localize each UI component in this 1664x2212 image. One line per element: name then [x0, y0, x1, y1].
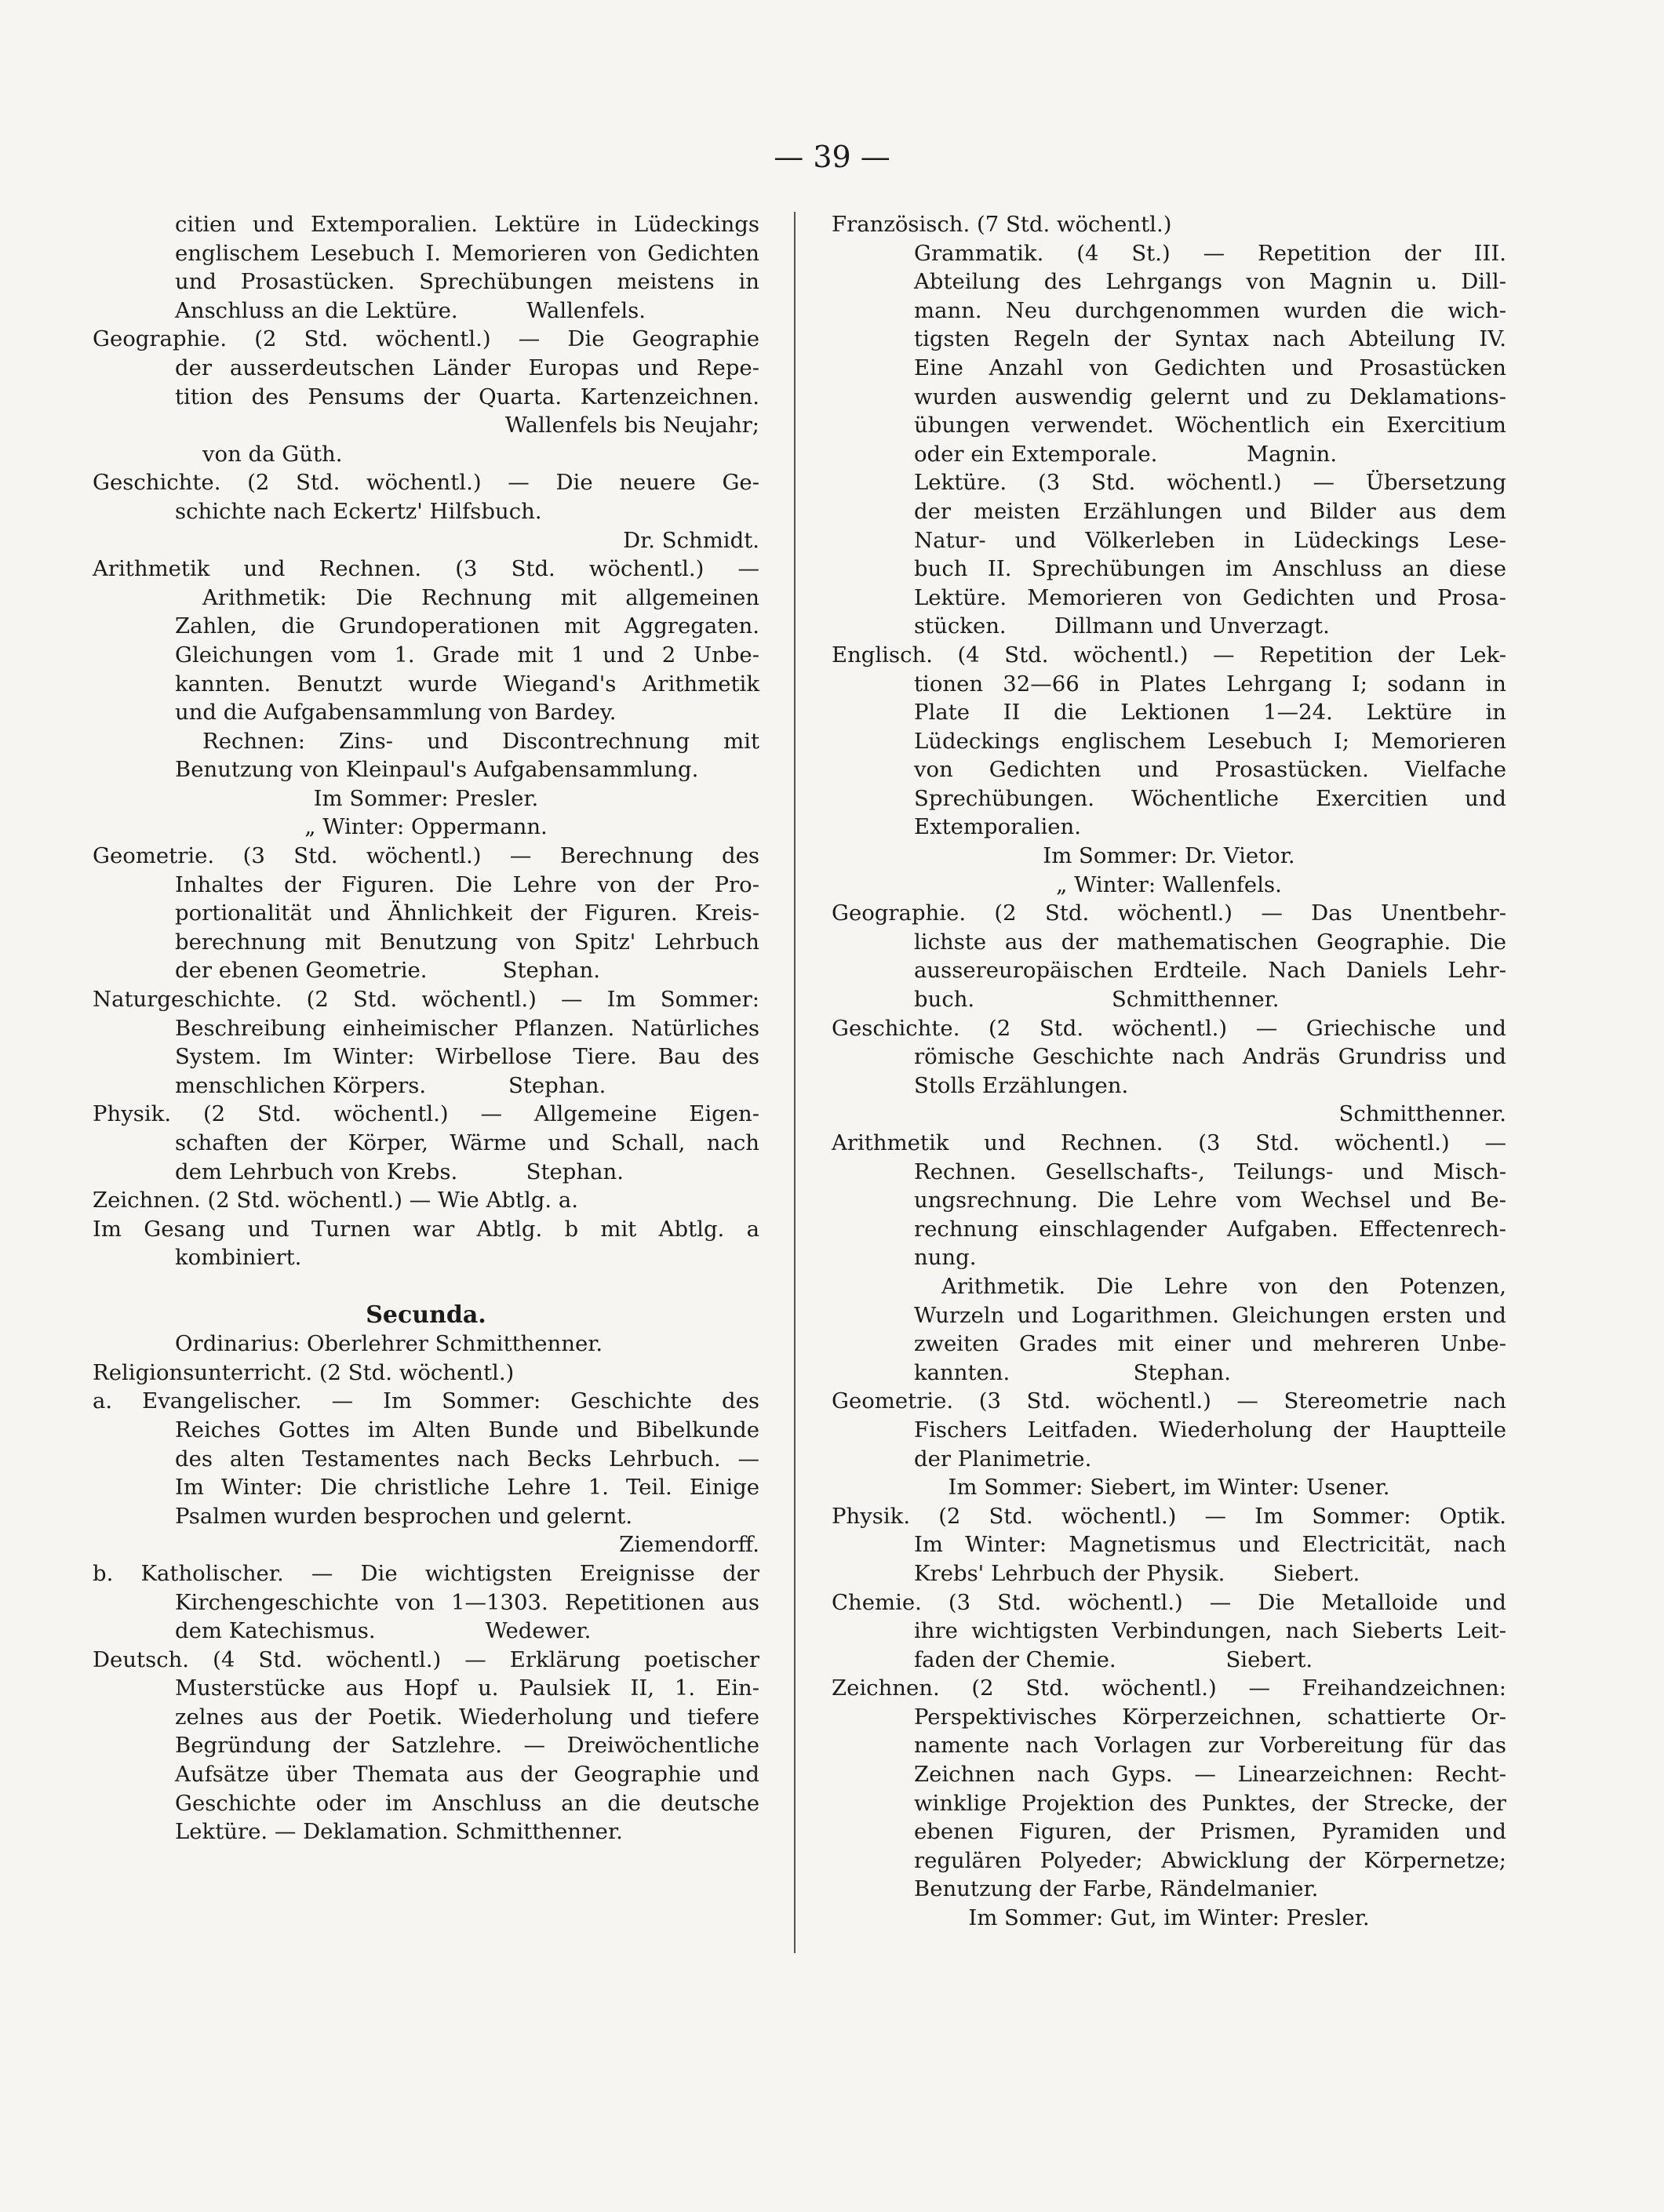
text-line: Rechnen. Gesellschafts-, Teilungs- und Misch- — [914, 1159, 1506, 1184]
text-line: wurden auswendig gelernt und zu Deklamations- — [914, 384, 1506, 409]
text-line: Sprechübungen. Wöchentliche Exercitien und — [914, 785, 1506, 811]
text-line: Religionsunterricht. (2 Std. wöchentl.) — [93, 1359, 515, 1385]
text-line: menschlichen Körpers. Stephan. — [175, 1072, 606, 1098]
text-line: Abteilung des Lehrgangs von Magnin u. Dill- — [914, 269, 1506, 295]
text-line: Grammatik. (4 St.) — Repetition der III. — [914, 240, 1506, 266]
text-line: Arithmetik. Die Lehre von den Potenzen, — [941, 1273, 1506, 1299]
text-line: winklige Projektion des Punktes, der Strecke, der — [914, 1790, 1506, 1816]
right-column — [832, 210, 1506, 1933]
text-line: Deutsch. (4 Std. wöchentl.) — Erklärung poetischer — [93, 1646, 759, 1672]
text-line: Geometrie. (3 Std. wöchentl.) — Stereometrie nach — [832, 1388, 1506, 1414]
text-line: Rechnen: Zins- und Discontrechnung mit — [202, 728, 759, 754]
text-line: Zahlen, die Grundoperationen mit Aggregaten. — [175, 613, 759, 639]
text-line: Extemporalien. — [914, 814, 1082, 840]
text-line: Geschichte. (2 Std. wöchentl.) — Griechische und — [832, 1015, 1506, 1041]
text-line: Wallenfels bis Neujahr; — [504, 413, 759, 438]
text-line: Chemie. (3 Std. wöchentl.) — Die Metalloide und — [832, 1589, 1506, 1615]
text-line: lichste aus der mathematischen Geographie. Die — [914, 929, 1506, 955]
text-line: a. Evangelischer. — Im Sommer: Geschichte des — [93, 1388, 759, 1414]
text-line: Arithmetik und Rechnen. (3 Std. wöchentl.) — — [93, 556, 759, 582]
text-line: Beschreibung einheimischer Pflanzen. Natürliches — [175, 1015, 759, 1041]
text-line: Begründung der Satzlehre. — Dreiwöchentliche — [175, 1733, 759, 1759]
text-line: der ebenen Geometrie. Stephan. — [175, 958, 600, 984]
text-line: Physik. (2 Std. wöchentl.) — Im Sommer: Optik. — [832, 1503, 1506, 1529]
text-line: von Gedichten und Prosastücken. Vielfache — [914, 757, 1506, 783]
text-line: Reiches Gottes im Alten Bunde und Bibelkunde — [175, 1417, 759, 1443]
text-line: buch. Schmitthenner. — [914, 987, 1280, 1013]
text-line: Natur- und Völkerleben in Lüdeckings Lese- — [914, 527, 1506, 553]
text-line — [93, 1272, 759, 1301]
text-line: Englisch. (4 Std. wöchentl.) — Repetition der Lek- — [832, 642, 1506, 668]
text-line: Im Sommer: Siebert, im Winter: Usener. — [948, 1475, 1390, 1501]
text-line: der meisten Erzählungen und Bilder aus dem — [914, 498, 1506, 524]
text-line: Lektüre. Memorieren von Gedichten und Prosa- — [914, 584, 1506, 610]
text-line: und Prosastücken. Sprechübungen meistens in — [175, 269, 759, 295]
text-line: Eine Anzahl von Gedichten und Prosastücken — [914, 355, 1506, 380]
text-line: Lektüre. — Deklamation. Schmitthenner. — [175, 1819, 623, 1845]
text-line: Wurzeln und Logarithmen. Gleichungen ersten und — [914, 1302, 1506, 1328]
text-line: Benutzung von Kleinpaul's Aufgabensammlung. — [175, 757, 699, 783]
text-line: englischem Lesebuch I. Memorieren von Gedichten — [175, 240, 759, 266]
text-line: Im Sommer: Dr. Vietor. — [1043, 843, 1295, 869]
text-line: Physik. (2 Std. wöchentl.) — Allgemeine Eigen- — [93, 1101, 759, 1127]
text-line: System. Im Winter: Wirbellose Tiere. Bau des — [175, 1044, 759, 1070]
text-line: kombiniert. — [175, 1245, 302, 1271]
text-line: Im Gesang und Turnen war Abtlg. b mit Abtlg. a — [93, 1216, 759, 1242]
text-line: Französisch. (7 Std. wöchentl.) — [832, 212, 1172, 237]
text-line: Fischers Leitfaden. Wiederholung der Hauptteile — [914, 1417, 1506, 1443]
text-line: der ausserdeutschen Länder Europas und Repe- — [175, 355, 759, 380]
text-line: Benutzung der Farbe, Rändelmanier. — [914, 1876, 1319, 1902]
text-line: Zeichnen nach Gyps. — Linearzeichnen: Recht- — [914, 1762, 1506, 1788]
text-line: stücken. Dillmann und Unverzagt. — [914, 613, 1330, 639]
text-line: Anschluss an die Lektüre. Wallenfels. — [175, 297, 646, 323]
text-line: Naturgeschichte. (2 Std. wöchentl.) — Im Sommer: — [93, 987, 759, 1013]
text-line: kannten. Benutzt wurde Wiegand's Arithmetik — [175, 671, 759, 697]
text-line: namente nach Vorlagen zur Vorbereitung für das — [914, 1733, 1506, 1759]
text-line: zelnes aus der Poetik. Wiederholung und tiefere — [175, 1704, 759, 1730]
text-line: Perspektivisches Körperzeichnen, schattierte Or- — [914, 1704, 1506, 1730]
text-line: übungen verwendet. Wöchentlich ein Exercitium — [914, 413, 1506, 438]
text-line: Geschichte oder im Anschluss an die deutsche — [175, 1790, 759, 1816]
text-line: Stolls Erzählungen. — [914, 1072, 1129, 1098]
text-line: berechnung mit Benutzung von Spitz' Lehrbuch — [175, 929, 759, 955]
text-line: aussereuropäischen Erdteile. Nach Daniels Lehr- — [914, 958, 1506, 984]
text-line: schaften der Körper, Wärme und Schall, nach — [175, 1130, 759, 1155]
text-line: regulären Polyeder; Abwicklung der Körpernetze; — [914, 1847, 1506, 1873]
text-line: schichte nach Eckertz' Hilfsbuch. — [175, 498, 542, 524]
text-line: dem Lehrbuch von Krebs. Stephan. — [175, 1159, 624, 1184]
page-number: — 39 — — [774, 140, 890, 174]
text-line: Ordinarius: Oberlehrer Schmitthenner. — [175, 1331, 603, 1357]
text-line: des alten Testamentes nach Becks Lehrbuch. — — [175, 1446, 759, 1472]
text-line: Zeichnen. (2 Std. wöchentl.) — Wie Abtlg. a. — [93, 1188, 579, 1213]
text-line: Im Winter: Die christliche Lehre 1. Teil. Einige — [175, 1475, 759, 1501]
text-line: b. Katholischer. — Die wichtigsten Ereignisse der — [93, 1560, 759, 1586]
text-line: Secunda. — [366, 1301, 486, 1329]
text-line: Geographie. (2 Std. wöchentl.) — Die Geographie — [93, 326, 759, 352]
text-line: ungsrechnung. Die Lehre vom Wechsel und Be- — [914, 1188, 1506, 1213]
text-line: Arithmetik und Rechnen. (3 Std. wöchentl.) — — [832, 1130, 1506, 1155]
text-line: Geschichte. (2 Std. wöchentl.) — Die neuere Ge- — [93, 470, 759, 496]
text-line: rechnung einschlagender Aufgaben. Effectenrech- — [914, 1216, 1506, 1242]
text-line: faden der Chemie. Siebert. — [914, 1646, 1313, 1672]
text-line: Arithmetik: Die Rechnung mit allgemeinen — [202, 584, 759, 610]
text-line: kannten. Stephan. — [914, 1359, 1231, 1385]
text-line: Psalmen wurden besprochen und gelernt. — [175, 1503, 633, 1529]
text-line: Dr. Schmidt. — [623, 527, 759, 553]
text-line: Musterstücke aus Hopf u. Paulsiek II, 1. Ein- — [175, 1675, 759, 1701]
text-line: Ziemendorff. — [619, 1532, 759, 1558]
text-line: Geometrie. (3 Std. wöchentl.) — Berechnung des — [93, 843, 759, 869]
text-line: Gleichungen vom 1. Grade mit 1 und 2 Unbe- — [175, 642, 759, 668]
text-line: nung. — [914, 1245, 977, 1271]
text-line: tition des Pensums der Quarta. Kartenzeichnen. — [175, 384, 759, 409]
text-line: Im Winter: Magnetismus und Electricität, nach — [914, 1532, 1506, 1558]
text-line: Im Sommer: Gut, im Winter: Presler. — [968, 1905, 1370, 1931]
text-line: citien und Extemporalien. Lektüre in Lüdeckings — [175, 212, 759, 237]
text-line: Lektüre. (3 Std. wöchentl.) — Übersetzung — [914, 470, 1506, 496]
text-line: tionen 32—66 in Plates Lehrgang I; sodann in — [914, 671, 1506, 697]
text-line: zweiten Grades mit einer und mehreren Unbe- — [914, 1331, 1506, 1357]
text-line: buch II. Sprechübungen im Anschluss an diese — [914, 556, 1506, 582]
text-line: und die Aufgabensammlung von Bardey. — [175, 700, 617, 726]
text-line: „ Winter: Wallenfels. — [1056, 871, 1282, 897]
text-line: dem Katechismus. Wedewer. — [175, 1618, 592, 1644]
text-line: Geographie. (2 Std. wöchentl.) — Das Unentbehr- — [832, 900, 1506, 926]
text-line: portionalität und Ähnlichkeit der Figuren. Kreis- — [175, 900, 759, 926]
column-divider — [794, 212, 796, 1953]
text-line: Lüdeckings englischem Lesebuch I; Memorieren — [914, 728, 1506, 754]
text-line: Kirchengeschichte von 1—1303. Repetitionen aus — [175, 1589, 759, 1615]
text-line: tigsten Regeln der Syntax nach Abteilung IV. — [914, 326, 1506, 352]
text-line: der Planimetrie. — [914, 1446, 1092, 1472]
text-line: oder ein Extemporale. Magnin. — [914, 441, 1338, 467]
text-line: mann. Neu durchgenommen wurden die wich- — [914, 297, 1506, 323]
text-line: „ Winter: Oppermann. — [304, 814, 548, 840]
text-line: Schmitthenner. — [1338, 1101, 1506, 1127]
text-line: Plate II die Lektionen 1—24. Lektüre in — [914, 700, 1506, 726]
text-line: Zeichnen. (2 Std. wöchentl.) — Freihandzeichnen: — [832, 1675, 1506, 1701]
text-line: von da Güth. — [202, 441, 343, 467]
text-line: römische Geschichte nach Andräs Grundriss und — [914, 1044, 1506, 1070]
left-column — [93, 210, 759, 1846]
text-line: ebenen Figuren, der Prismen, Pyramiden und — [914, 1819, 1506, 1845]
text-line: Im Sommer: Presler. — [313, 785, 539, 811]
text-line: Inhaltes der Figuren. Die Lehre von der Pro- — [175, 871, 759, 897]
text-line: Aufsätze über Themata aus der Geographie und — [175, 1762, 759, 1788]
text-line: Krebs' Lehrbuch der Physik. Siebert. — [914, 1560, 1360, 1586]
text-line: ihre wichtigsten Verbindungen, nach Sieberts Leit- — [914, 1618, 1506, 1644]
